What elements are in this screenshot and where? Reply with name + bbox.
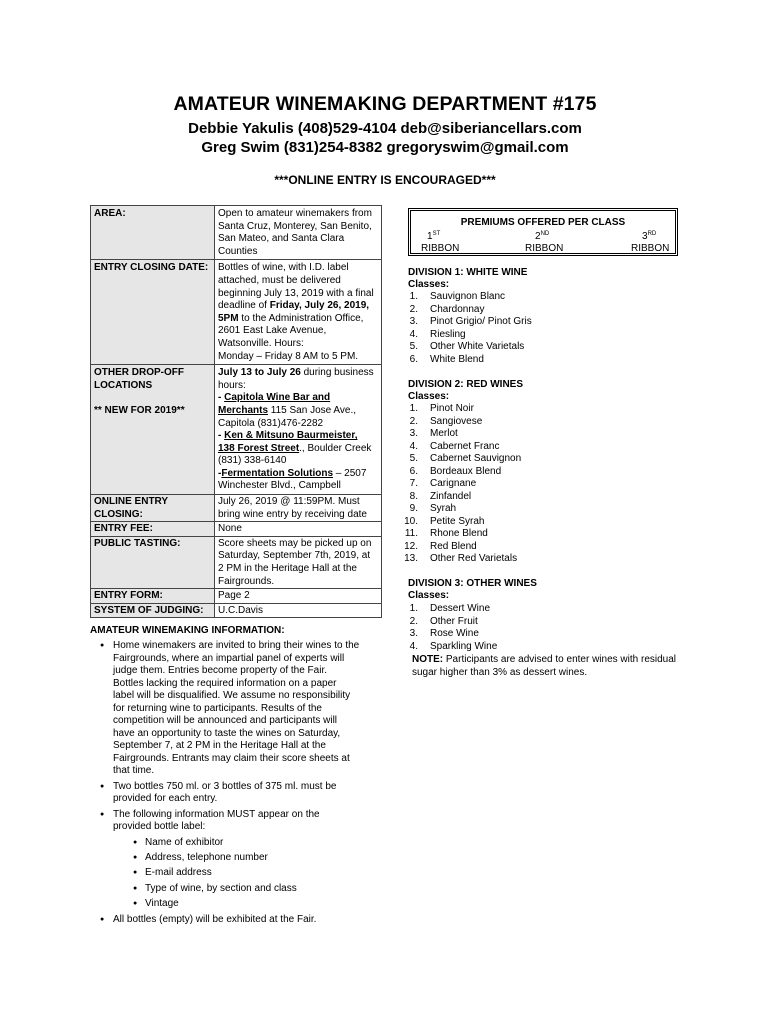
class-item: 12. Red Blend xyxy=(404,540,477,552)
division-3-classes-label: Classes: xyxy=(408,590,450,601)
note-text: Participants are advised to enter wines with residual sugar higher than 3% as dessert wines. xyxy=(412,654,677,678)
first-place: 1ST xyxy=(427,231,441,242)
row-entry-form xyxy=(91,589,382,604)
new-for-2019: ** NEW FOR 2019** xyxy=(94,405,185,417)
class-item: 3. Rose Wine xyxy=(409,628,479,639)
list-item: ● All bottles (empty) will be exhibited at the Fair. xyxy=(100,914,360,927)
list-item: ● Address, telephone number xyxy=(133,852,360,864)
capitola-location: Capitola Wine Bar and Merchants xyxy=(218,392,331,416)
area-value: Open to amateur winemakers from Santa Cruz, Monterey, San Benito, San Mateo, and Santa Clara Counties xyxy=(215,206,382,260)
list-item: ● Home winemakers are invited to bring their wines to the Fairgrounds, where an impartial panel of experts will judge them. Entries become property of the Fair. Bottles lacking the required information on a paper label will be disqualified. We assume no responsibility for returning wine to participants. Results of the competition will be announced and participants will have an opportunity to taste the wines on Saturday, September 7, at 2 PM in the Heritage Hall at the Fairgrounds. Entrants may claim their score sheets at that time. xyxy=(100,640,360,778)
first-ribbon: RIBBON xyxy=(421,243,460,254)
class-item: 7. Carignane xyxy=(409,478,477,489)
premiums-box xyxy=(408,208,678,256)
closing-label: ENTRY CLOSING DATE: xyxy=(91,260,215,365)
label-requirements-list xyxy=(133,837,360,911)
entry-form-value: Page 2 xyxy=(215,589,382,604)
closing-value: Bottles of wine, with I.D. label attached, must be delivered beginning July 13, 2019 with a final deadline of Friday, July 26, 2019, 5PM to the Administration Office, 2601 East Lake Avenue, Watsonville. Hours: Monday – Friday 8 AM to 5 PM. xyxy=(215,260,382,365)
amateur-info-heading: AMATEUR WINEMAKING INFORMATION: xyxy=(90,625,285,636)
contact-greg: Greg Swim (831)254-8382 gregoryswim@gmail.com xyxy=(201,139,569,156)
judging-value: U.C.Davis xyxy=(215,603,382,618)
class-item: 2. Sangiovese xyxy=(409,415,483,427)
row-entry-fee xyxy=(91,522,382,537)
list-item: ● Type of wine, by section and class xyxy=(133,883,360,895)
class-item: 4. Cabernet Franc xyxy=(409,440,500,452)
third-ribbon: RIBBON xyxy=(631,243,670,254)
class-item: 11. Rhone Blend xyxy=(404,528,488,539)
list-item: ● Two bottles 750 ml. or 3 bottles of 375 ml. must be provided for each entry. xyxy=(100,781,360,806)
online-entry-notice: ***ONLINE ENTRY IS ENCOURAGED*** xyxy=(274,173,496,187)
dropoff-label: OTHER DROP-OFF LOCATIONS ** NEW FOR 2019** xyxy=(91,365,215,495)
public-tasting-label: PUBLIC TASTING: xyxy=(91,536,215,588)
division-1-list xyxy=(404,291,664,366)
entry-info-table xyxy=(90,205,382,618)
online-closing-value: July 26, 2019 @ 11:59PM. Must bring wine entry by receiving date xyxy=(215,495,382,522)
online-closing-label: ONLINE ENTRY CLOSING: xyxy=(91,495,215,522)
public-tasting-value: Score sheets may be picked up on Saturday, September 7th, 2019, at 2 PM in the Heritage Hall at the Fairgrounds. xyxy=(215,536,382,588)
area-label: AREA: xyxy=(91,206,215,260)
class-item: 2. Chardonnay xyxy=(409,303,485,315)
class-item: 5. Cabernet Sauvignon xyxy=(409,453,522,464)
page-title: AMATEUR WINEMAKING DEPARTMENT #175 xyxy=(173,93,597,115)
class-item: 13. Other Red Varietals xyxy=(404,553,518,564)
class-item: 3. Pinot Grigio/ Pinot Gris xyxy=(409,316,532,327)
premiums-title: PREMIUMS OFFERED PER CLASS xyxy=(460,217,626,228)
list-item: ● E-mail address xyxy=(133,867,360,879)
list-item: ● Name of exhibitor xyxy=(133,837,360,849)
note-label: NOTE: xyxy=(412,654,444,665)
amateur-info-list xyxy=(100,640,360,929)
class-item: 1. Dessert Wine xyxy=(409,603,491,614)
class-item: 6. Bordeaux Blend xyxy=(409,465,502,477)
row-online-closing xyxy=(91,495,382,522)
class-item: 10. Petite Syrah xyxy=(404,515,485,527)
fermentation-solutions-location: Fermentation Solutions xyxy=(221,467,334,479)
class-item: 4. Riesling xyxy=(409,328,466,340)
row-public-tasting xyxy=(91,536,382,588)
second-ribbon: RIBBON xyxy=(525,243,564,254)
entry-form-label: ENTRY FORM: xyxy=(91,589,215,604)
row-judging xyxy=(91,603,382,618)
division-2-classes-label: Classes: xyxy=(408,391,450,402)
class-item: 1. Sauvignon Blanc xyxy=(409,291,506,302)
row-dropoff xyxy=(91,365,382,495)
class-item: 2. Other Fruit xyxy=(409,615,478,627)
class-item: 9. Syrah xyxy=(409,503,457,514)
class-item: 3. Merlot xyxy=(409,428,458,439)
class-item: 8. Zinfandel xyxy=(409,490,472,502)
third-place: 3RD xyxy=(642,231,657,242)
entry-fee-label: ENTRY FEE: xyxy=(91,522,215,537)
division-3-list xyxy=(404,603,664,653)
contact-debbie: Debbie Yakulis (408)529-4104 deb@siberiancellars.com xyxy=(188,120,582,137)
division-3-title: DIVISION 3: OTHER WINES xyxy=(408,578,537,589)
class-item: 6. White Blend xyxy=(409,353,484,365)
class-item: 5. Other White Varietals xyxy=(409,341,525,352)
entry-fee-value: None xyxy=(215,522,382,537)
division-2-list xyxy=(404,403,664,566)
division-1-title: DIVISION 1: WHITE WINE xyxy=(408,267,528,278)
list-item: ● The following information MUST appear on the provided bottle label: ● Name of exhibitor ● Address, telephone number ● E-mail address ● Type of wine, by section and class ● Vintage xyxy=(100,809,360,911)
class-item: 4. Sparkling Wine xyxy=(409,640,498,652)
row-entry-closing xyxy=(91,260,382,365)
class-item: 1. Pinot Noir xyxy=(409,403,474,414)
dropoff-value: July 13 to July 26 during business hours: - Capitola Wine Bar and Merchants 115 San Jose Ave., Capitola (831)476-2282 - Ken & Mitsuno Baurmeister, 138 Forest Street., Boulder Creek (831) 338-6140 -Fermentation Solutions – 2507 Winchester Blvd., Campbell xyxy=(215,365,382,495)
judging-label: SYSTEM OF JUDGING: xyxy=(91,603,215,618)
dessert-wine-note xyxy=(412,654,687,679)
second-place: 2ND xyxy=(535,231,550,242)
baurmeister-location: Ken & Mitsuno Baurmeister, xyxy=(224,430,358,442)
list-item: ● Vintage xyxy=(133,898,360,910)
row-area xyxy=(91,206,382,260)
division-1-classes-label: Classes: xyxy=(408,279,450,290)
division-2-title: DIVISION 2: RED WINES xyxy=(408,379,524,390)
